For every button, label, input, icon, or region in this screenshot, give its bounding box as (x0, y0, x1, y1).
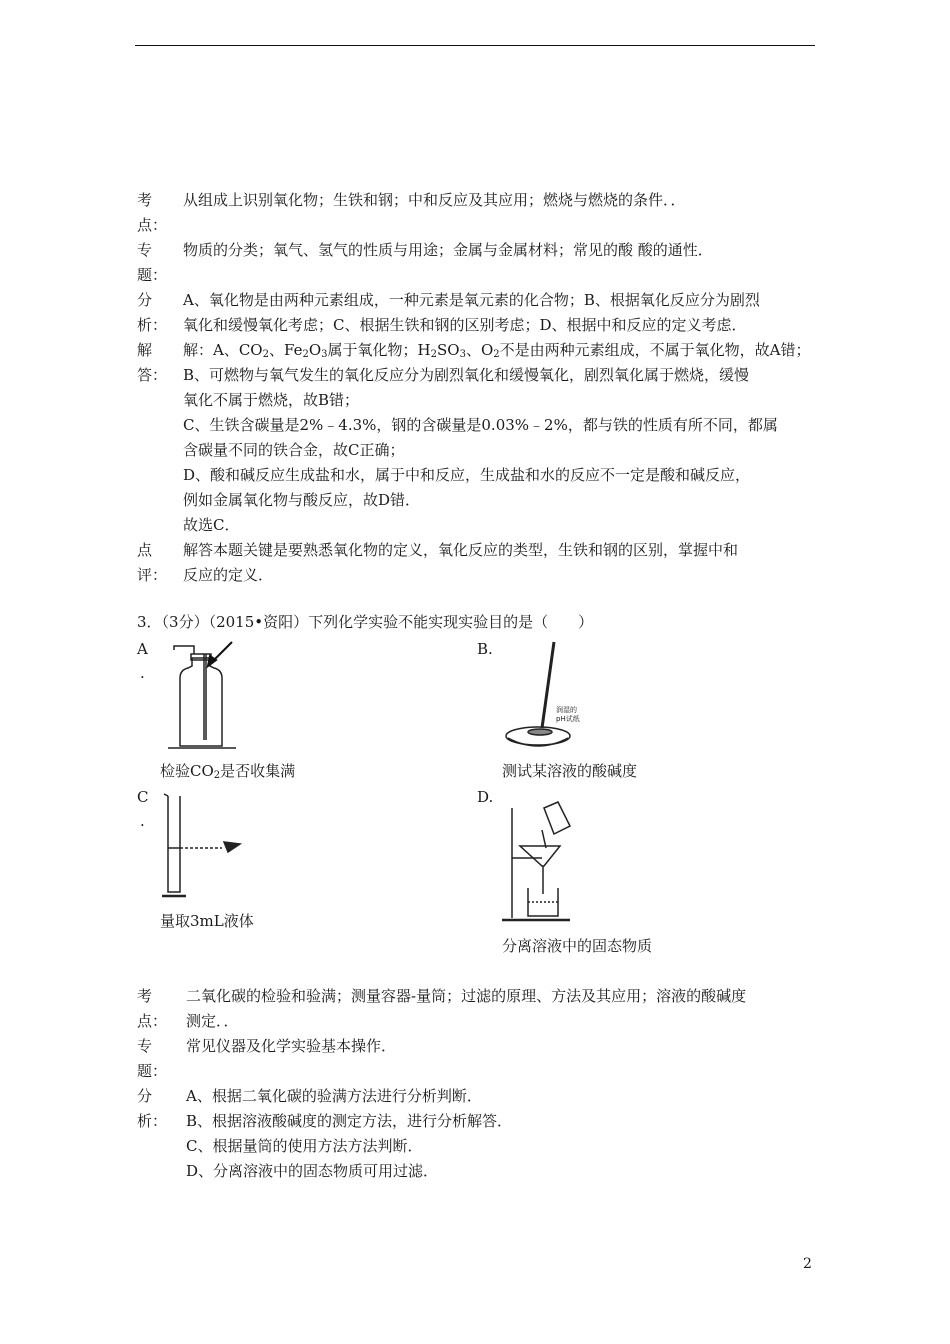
jieda-line-1: 解：A、$CO_2$、$Fe_2O_3$属于氧化物；$H_2SO_3$、$O_2$不是由两种元素组成，不属于氧化物，故A错； (183, 341, 811, 360)
option-c-letter: C (137, 788, 149, 806)
label-fen: 分 (137, 291, 153, 309)
header-rule (135, 45, 815, 46)
kaodian-line: 测定．． (186, 1012, 239, 1030)
label-xi: 析： (137, 1112, 168, 1130)
graduated-cylinder-figure (158, 792, 248, 902)
label-dian: 点： (137, 1012, 168, 1030)
option-c-caption: 量取3mL液体 (160, 912, 254, 930)
label-dian2: 点 (137, 541, 153, 559)
jieda-line: D、酸和碱反应生成盐和水，属于中和反应，生成盐和水的反应不一定是酸和碱反应， (183, 466, 751, 484)
label-xi: 析： (137, 316, 168, 334)
fenxi-line: 氧化和缓慢氧化考虑；C、根据生铁和钢的区别考虑；D、根据中和反应的定义考虑． (183, 316, 747, 334)
fenxi-line: A、根据二氧化碳的验满方法进行分析判断． (186, 1087, 482, 1105)
option-a-caption: 检验$CO_2$是否收集满 (160, 762, 296, 781)
label-kao: 考 (137, 191, 153, 209)
jieda-line: 故选C． (183, 516, 240, 534)
label-ping: 评： (137, 566, 168, 584)
fenxi-line: B、根据溶液酸碱度的测定方法，进行分析解答． (186, 1112, 513, 1130)
fenxi-line: A、氧化物是由两种元素组成，一种元素是氧元素的化合物；B、根据氧化反应分为剧烈 (183, 291, 760, 309)
filtration-figure (498, 800, 578, 925)
dianping-line: 解答本题关键是要熟悉氧化物的定义，氧化反应的类型，生铁和钢的区别，掌握中和 (183, 541, 739, 559)
page-number: 2 (803, 1256, 812, 1272)
option-d-caption: 分离溶液中的固态物质 (502, 937, 653, 955)
label-ti: 题： (137, 1062, 168, 1080)
label-ti: 题： (137, 266, 168, 284)
zhuanti-text: 物质的分类；氧气、氢气的性质与用途；金属与金属材料；常见的酸 酸的通性． (183, 241, 713, 259)
fenxi-line: C、根据量筒的使用方法方法判断． (186, 1137, 423, 1155)
kaodian-line: 二氧化碳的检验和验满；测量容器-量筒；过滤的原理、方法及其应用；溶液的酸碱度 (186, 987, 747, 1005)
ph-paper-figure (498, 640, 588, 755)
fenxi-line: D、分离溶液中的固态物质可用过滤． (186, 1162, 439, 1180)
label-da: 答： (137, 366, 168, 384)
jieda-line: C、生铁含碳量是2%﹣4.3%，钢的含碳量是0.03%﹣2%，都与铁的性质有所不同，都属 (183, 416, 778, 434)
option-b-caption: 测试某溶液的酸碱度 (502, 762, 638, 780)
option-b-letter: B. (477, 640, 493, 658)
gas-bottle-figure (160, 640, 240, 752)
zhuanti-text: 常见仪器及化学实验基本操作． (186, 1037, 397, 1055)
label-jie: 解 (137, 341, 153, 359)
jieda-line: 例如金属氧化物与酸反应，故D错． (183, 491, 421, 509)
ph-paper-label: 润湿的 pH试纸 (556, 706, 580, 723)
option-a-dot: . (140, 664, 145, 682)
jieda-line: B、可燃物与氧气发生的氧化反应分为剧烈氧化和缓慢氧化，剧烈氧化属于燃烧，缓慢 (183, 366, 750, 384)
label-zhuan: 专 (137, 1037, 153, 1055)
label-zhuan: 专 (137, 241, 153, 259)
label-dian: 点： (137, 216, 168, 234)
option-d-letter: D. (477, 788, 494, 806)
q3-stem: 3．（3分）（2015•资阳）下列化学实验不能实现实验目的是（ ） (137, 613, 594, 631)
dianping-line: 反应的定义． (183, 566, 274, 584)
jieda-line: 含碳量不同的铁合金，故C正确； (183, 441, 405, 459)
kaodian-text: 从组成上识别氧化物；生铁和钢；中和反应及其应用；燃烧与燃烧的条件．． (183, 191, 686, 209)
label-kao: 考 (137, 987, 153, 1005)
label-fen: 分 (137, 1087, 153, 1105)
option-c-dot: . (140, 812, 145, 830)
option-a-letter: A (137, 640, 148, 658)
jieda-line: 氧化不属于燃烧，故B错； (183, 391, 360, 409)
